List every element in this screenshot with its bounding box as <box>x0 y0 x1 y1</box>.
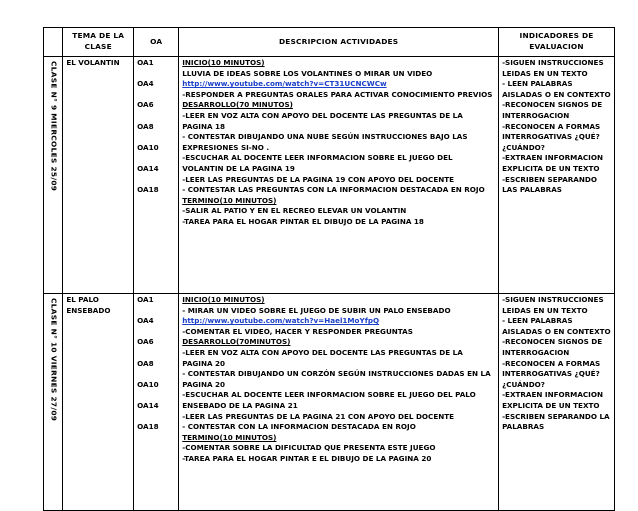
indicator-item: - LEEN PALABRAS AISLADAS O EN CONTEXTO <box>502 316 611 336</box>
oa-code: OA10 <box>137 142 159 152</box>
indicator-item: -ESCRIBEN SEPARANDO LA PALABRAS <box>502 411 610 432</box>
activity-item: - CONTESTAR DIBUJANDO UNA NUBE SEGÚN INSTRUCCIONES BAJO LAS EXPRESIONES SI-NO . <box>182 132 468 152</box>
indicator-item: -RECONOCEN A FORMAS INTERROGATIVAS ¿QUÉ? ¿CUÁNDO? <box>502 121 601 152</box>
activity-item: -ESCUCHAR AL DOCENTE LEER INFORMACION SOBRE EL JUEGO DEL VOLANTIN DE LA PAGINA 19 <box>182 153 453 173</box>
oa-code: OA4 <box>137 79 154 89</box>
tema-cell: EL PALO ENSEBADO <box>63 294 134 511</box>
indicator-item: -RECONOCEN SIGNOS DE INTERROGACION <box>502 337 603 357</box>
oa-cell <box>134 294 179 511</box>
indicator-item: -SIGUEN INSTRUCCIONES LEIDAS EN UN TEXTO <box>502 295 604 315</box>
activity-item: -LEER LAS PREGUNTAS DE LA PAGINA 19 CON APOYO DEL DOCENTE <box>182 174 455 184</box>
activity-item: LLUVIA DE IDEAS SOBRE LOS VOLANTINES O MIRAR UN VIDEO <box>182 68 433 78</box>
activity-item: -LEER EN VOZ ALTA CON APOYO DEL DOCENTE LAS PREGUNTAS DE LA PAGINA 20 <box>182 347 463 368</box>
oa-code: OA8 <box>137 358 154 368</box>
indicator-item: - LEEN PALABRAS AISLADAS O EN CONTEXTO <box>502 79 611 99</box>
indicator-item: -EXTRAEN INFORMACION EXPLICITA DE UN TEXTO <box>502 153 603 173</box>
lesson-plan-table <box>43 27 615 511</box>
phase-heading: TERMINO(10 MINUTOS) <box>182 432 277 442</box>
oa-code: OA6 <box>137 100 154 110</box>
oa-code: OA1 <box>137 295 154 304</box>
activity-item: - CONTESTAR DIBUJANDO UN CORZÓN SEGÚN INSTRUCCIONES DADAS EN LA PAGINA 20 <box>182 369 491 389</box>
indicator-item: -EXTRAEN INFORMACION EXPLICITA DE UN TEXTO <box>502 390 603 410</box>
class-side-label-cell <box>44 294 63 511</box>
activity-item: -COMENTAR EL VIDEO, HACER Y RESPONDER PREGUNTAS <box>182 326 413 336</box>
oa-code: OA18 <box>137 422 159 432</box>
class-row <box>44 294 615 511</box>
activity-item: -TAREA PARA EL HOGAR PINTAR E EL DIBUJO DE LA PAGINA 20 <box>182 453 432 463</box>
header-indicadores: INDICADORES DE EVALUACION <box>499 28 615 57</box>
indicator-item: -RECONOCEN A FORMAS INTERROGATIVAS ¿QUÉ? ¿CUÁNDO? <box>502 358 601 389</box>
oa-code: OA6 <box>137 337 154 347</box>
oa-code: OA1 <box>137 58 154 67</box>
oa-cell <box>134 57 179 294</box>
video-link[interactable]: http://www.youtube.com/watch?v=CT31UCNCWCw <box>182 79 387 89</box>
description-cell <box>179 294 499 511</box>
oa-code: OA10 <box>137 379 159 389</box>
indicator-item: -RECONOCEN SIGNOS DE INTERROGACION <box>502 100 603 120</box>
phase-heading: INICIO(10 MINUTOS) <box>182 58 265 67</box>
class-side-label: CLASE N° 9 MIERCOLES 25/09 <box>49 61 59 192</box>
class-row <box>44 57 615 294</box>
header-tema: TEMA DE LA CLASE <box>63 28 134 57</box>
oa-code: OA18 <box>137 185 159 195</box>
indicators-cell <box>499 57 615 294</box>
header-blank <box>44 28 63 57</box>
activity-item: -TAREA PARA EL HOGAR PINTAR EL DIBUJO DE LA PAGINA 18 <box>182 216 424 226</box>
oa-code: OA14 <box>137 400 159 410</box>
activity-item: -SALIR AL PATIO Y EN EL RECREO ELEVAR UN VOLANTIN <box>182 206 407 216</box>
oa-code: OA14 <box>137 163 159 173</box>
indicator-item: -ESCRIBEN SEPARANDO LAS PALABRAS <box>502 174 597 195</box>
description-cell <box>179 57 499 294</box>
header-descripcion: DESCRIPCION ACTIVIDADES <box>179 28 499 57</box>
activity-item: -ESCUCHAR AL DOCENTE LEER INFORMACION SOBRE EL JUEGO DEL PALO ENSEBADO DE LA PAGINA 21 <box>182 390 476 410</box>
activity-item: - CONTESTAR LAS PREGUNTAS CON LA INFORMACION DESTACADA EN ROJO <box>182 185 485 195</box>
phase-heading: DESARROLLO(70MINUTOS) <box>182 337 291 347</box>
tema-cell: EL VOLANTIN <box>63 57 134 294</box>
header-row <box>44 28 615 57</box>
oa-code: OA8 <box>137 121 154 131</box>
header-oa: OA <box>134 28 179 57</box>
activity-item: -LEER EN VOZ ALTA CON APOYO DEL DOCENTE LAS PREGUNTAS DE LA PAGINA 18 <box>182 110 463 131</box>
activity-item: -COMENTAR SOBRE LA DIFICULTAD QUE PRESENTA ESTE JUEGO <box>182 443 436 453</box>
activity-item: -RESPONDER A PREGUNTAS ORALES PARA ACTIVAR CONOCIMIENTO PREVIOS <box>182 89 493 99</box>
phase-heading: INICIO(10 MINUTOS) <box>182 295 265 304</box>
activity-item: - CONTESTAR CON LA INFORMACION DESTACADA EN ROJO <box>182 422 416 432</box>
indicators-cell <box>499 294 615 511</box>
phase-heading: DESARROLLO(70 MINUTOS) <box>182 100 293 110</box>
oa-code: OA4 <box>137 316 154 326</box>
class-side-label: CLASE N° 10 VIERNES 27/09 <box>49 298 59 422</box>
lesson-plan-page <box>43 27 615 511</box>
activity-item: - MIRAR UN VIDEO SOBRE EL JUEGO DE SUBIR UN PALO ENSEBADO <box>182 305 451 315</box>
phase-heading: TERMINO(10 MINUTOS) <box>182 195 277 205</box>
activity-item: -LEER LAS PREGUNTAS DE LA PAGINA 21 CON APOYO DEL DOCENTE <box>182 411 455 421</box>
class-side-label-cell <box>44 57 63 294</box>
indicator-item: -SIGUEN INSTRUCCIONES LEIDAS EN UN TEXTO <box>502 58 604 78</box>
video-link[interactable]: http://www.youtube.com/watch?v=Hael1MoYfpQ <box>182 316 380 326</box>
